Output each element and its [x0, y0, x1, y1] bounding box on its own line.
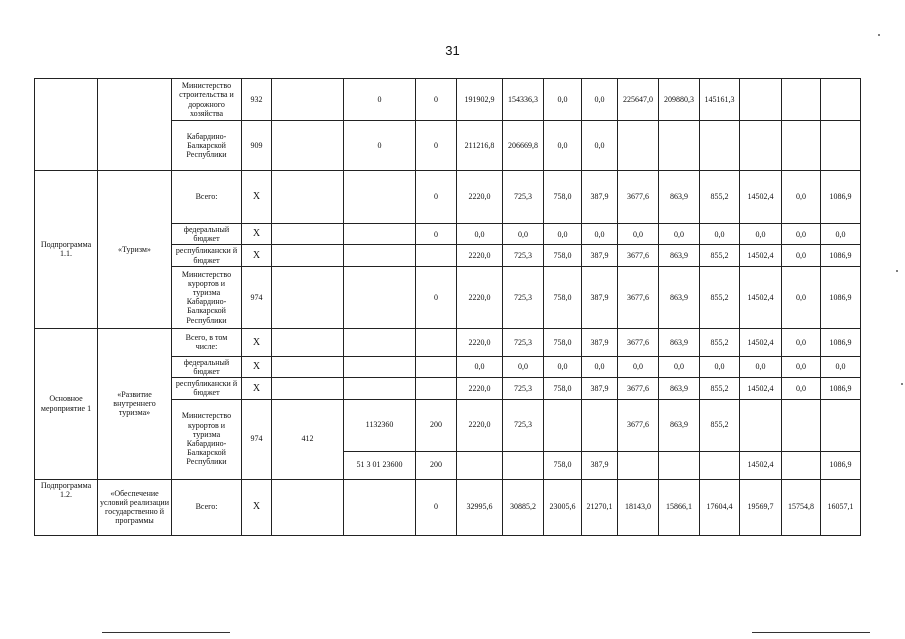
empty-cell	[416, 245, 457, 266]
group-cell	[35, 79, 98, 171]
empty-cell	[344, 479, 416, 535]
value-cell: 17604,4	[700, 479, 740, 535]
value-cell: 3677,6	[618, 399, 659, 451]
empty-cell	[344, 356, 416, 377]
code-cell: 974	[242, 399, 272, 479]
value-cell: 0,0	[544, 121, 582, 171]
value-cell: 758,0	[544, 245, 582, 266]
value-cell: 855,2	[700, 378, 740, 399]
value-cell: 0,0	[457, 224, 503, 245]
value-cell: 0,0	[618, 224, 659, 245]
value-cell: 3677,6	[618, 378, 659, 399]
value-cell	[700, 121, 740, 171]
value-cell: 387,9	[582, 245, 618, 266]
value-cell: 154336,3	[503, 79, 544, 121]
budget-table	[34, 78, 861, 536]
value-cell: 209880,3	[659, 79, 700, 121]
value-cell: 0,0	[782, 224, 821, 245]
code-cell: X	[242, 378, 272, 399]
value-cell: 0,0	[821, 224, 861, 245]
empty-cell	[272, 79, 344, 121]
code-cell: X	[242, 245, 272, 266]
value-cell	[821, 121, 861, 171]
value-cell	[782, 121, 821, 171]
value-cell: 1086,9	[821, 245, 861, 266]
value-cell: 15866,1	[659, 479, 700, 535]
empty-cell	[272, 224, 344, 245]
value-cell: 855,2	[700, 171, 740, 224]
row-label: Кабардино-Балкарской Республики	[172, 121, 242, 171]
empty-cell	[344, 266, 416, 328]
value-cell: 3677,6	[618, 328, 659, 356]
value-cell: 0,0	[503, 356, 544, 377]
scan-speck	[901, 383, 903, 385]
value-cell: 3677,6	[618, 245, 659, 266]
value-cell	[740, 399, 782, 451]
subprogram-title: Подпрограмма 1.2.	[35, 479, 98, 535]
scan-speck	[896, 270, 898, 272]
vr-cell: 0	[416, 224, 457, 245]
value-cell: 1086,9	[821, 266, 861, 328]
empty-cell	[272, 171, 344, 224]
value-cell: 758,0	[544, 266, 582, 328]
value-cell: 0,0	[582, 79, 618, 121]
vr-cell: 0	[416, 266, 457, 328]
row-label: Всего:	[172, 171, 242, 224]
row-label: Министерство курортов и туризма Кабардино-Балкарской Республики	[172, 399, 242, 479]
value-cell: 725,3	[503, 328, 544, 356]
value-cell	[782, 399, 821, 451]
value-cell: 145161,3	[700, 79, 740, 121]
group-name-cell	[98, 79, 172, 171]
value-cell	[544, 399, 582, 451]
value-cell: 863,9	[659, 266, 700, 328]
value-cell: 0,0	[782, 266, 821, 328]
row-label: республикански й бюджет	[172, 245, 242, 266]
value-cell: 0,0	[582, 121, 618, 171]
value-cell: 0,0	[618, 356, 659, 377]
value-cell: 387,9	[582, 266, 618, 328]
value-cell: 0,0	[782, 245, 821, 266]
section-cell: 412	[272, 399, 344, 479]
value-cell: 0,0	[544, 356, 582, 377]
value-cell: 2220,0	[457, 245, 503, 266]
value-cell	[618, 451, 659, 479]
value-cell: 387,9	[582, 328, 618, 356]
value-cell: 0,0	[782, 328, 821, 356]
value-cell: 855,2	[700, 266, 740, 328]
value-cell: 2220,0	[457, 266, 503, 328]
empty-cell	[272, 121, 344, 171]
value-cell: 0,0	[700, 224, 740, 245]
value-cell: 1086,9	[821, 171, 861, 224]
value-cell: 2220,0	[457, 171, 503, 224]
value-cell: 21270,1	[582, 479, 618, 535]
value-cell: 211216,8	[457, 121, 503, 171]
csr-cell: 0	[344, 79, 416, 121]
empty-cell	[344, 171, 416, 224]
subprogram-name: «Туризм»	[98, 171, 172, 329]
value-cell: 863,9	[659, 245, 700, 266]
row-label: Всего:	[172, 479, 242, 535]
value-cell: 14502,4	[740, 245, 782, 266]
value-cell: 0,0	[582, 356, 618, 377]
value-cell: 0,0	[782, 378, 821, 399]
value-cell: 14502,4	[740, 171, 782, 224]
table-row	[35, 479, 861, 535]
value-cell: 14502,4	[740, 451, 782, 479]
value-cell: 387,9	[582, 378, 618, 399]
empty-cell	[344, 378, 416, 399]
value-cell: 0,0	[782, 171, 821, 224]
value-cell: 758,0	[544, 378, 582, 399]
value-cell: 32995,6	[457, 479, 503, 535]
csr-cell: 51 3 01 23600	[344, 451, 416, 479]
code-cell: X	[242, 328, 272, 356]
value-cell: 0,0	[740, 224, 782, 245]
value-cell: 387,9	[582, 451, 618, 479]
value-cell: 855,2	[700, 399, 740, 451]
value-cell: 16057,1	[821, 479, 861, 535]
value-cell: 725,3	[503, 171, 544, 224]
value-cell: 191902,9	[457, 79, 503, 121]
activity-title: Основное мероприятие 1	[35, 328, 98, 479]
code-cell: X	[242, 224, 272, 245]
table-row	[35, 328, 861, 356]
value-cell	[821, 79, 861, 121]
table-row	[35, 171, 861, 224]
value-cell	[659, 451, 700, 479]
value-cell: 0,0	[544, 224, 582, 245]
empty-cell	[272, 479, 344, 535]
value-cell: 2220,0	[457, 378, 503, 399]
csr-cell: 0	[344, 121, 416, 171]
vr-cell: 0	[416, 479, 457, 535]
value-cell: 725,3	[503, 266, 544, 328]
value-cell	[618, 121, 659, 171]
value-cell: 14502,4	[740, 378, 782, 399]
code-cell: X	[242, 356, 272, 377]
vr-cell: 200	[416, 399, 457, 451]
value-cell: 0,0	[582, 224, 618, 245]
value-cell	[700, 451, 740, 479]
csr-cell: 1132360	[344, 399, 416, 451]
value-cell: 855,2	[700, 245, 740, 266]
table-row	[35, 79, 861, 121]
value-cell: 0,0	[821, 356, 861, 377]
value-cell: 863,9	[659, 399, 700, 451]
code-cell: 909	[242, 121, 272, 171]
value-cell: 0,0	[457, 356, 503, 377]
footer-rule-right	[752, 632, 870, 633]
value-cell: 0,0	[700, 356, 740, 377]
value-cell: 0,0	[659, 356, 700, 377]
value-cell	[782, 451, 821, 479]
value-cell: 206669,8	[503, 121, 544, 171]
empty-cell	[272, 356, 344, 377]
empty-cell	[416, 378, 457, 399]
value-cell: 0,0	[659, 224, 700, 245]
value-cell: 1086,9	[821, 328, 861, 356]
value-cell: 225647,0	[618, 79, 659, 121]
vr-cell: 0	[416, 171, 457, 224]
empty-cell	[416, 328, 457, 356]
subprogram-title: Подпрограмма 1.1.	[35, 171, 98, 329]
vr-cell: 200	[416, 451, 457, 479]
value-cell: 863,9	[659, 378, 700, 399]
scan-speck	[878, 34, 880, 36]
value-cell: 23005,6	[544, 479, 582, 535]
value-cell: 387,9	[582, 171, 618, 224]
value-cell: 19569,7	[740, 479, 782, 535]
value-cell: 863,9	[659, 328, 700, 356]
value-cell	[821, 399, 861, 451]
value-cell: 3677,6	[618, 266, 659, 328]
row-label: Министерство строительства и дорожного хозяйства	[172, 79, 242, 121]
value-cell: 725,3	[503, 245, 544, 266]
empty-cell	[344, 245, 416, 266]
empty-cell	[272, 378, 344, 399]
value-cell: 758,0	[544, 171, 582, 224]
vr-cell: 0	[416, 121, 457, 171]
code-cell: 974	[242, 266, 272, 328]
value-cell: 725,3	[503, 378, 544, 399]
value-cell	[503, 451, 544, 479]
row-label: федеральный бюджет	[172, 356, 242, 377]
value-cell: 2220,0	[457, 399, 503, 451]
value-cell: 0,0	[740, 356, 782, 377]
code-cell: 932	[242, 79, 272, 121]
value-cell: 0,0	[503, 224, 544, 245]
empty-cell	[344, 224, 416, 245]
value-cell	[582, 399, 618, 451]
value-cell: 758,0	[544, 328, 582, 356]
value-cell: 30885,2	[503, 479, 544, 535]
value-cell: 758,0	[544, 451, 582, 479]
value-cell: 3677,6	[618, 171, 659, 224]
row-label: федеральный бюджет	[172, 224, 242, 245]
subprogram-name: «Обеспечение условий реализации государственно й программы	[98, 479, 172, 535]
value-cell	[782, 79, 821, 121]
value-cell: 14502,4	[740, 328, 782, 356]
value-cell	[740, 121, 782, 171]
value-cell	[457, 451, 503, 479]
code-cell: X	[242, 479, 272, 535]
value-cell: 14502,4	[740, 266, 782, 328]
vr-cell: 0	[416, 79, 457, 121]
value-cell	[740, 79, 782, 121]
row-label: Министерство курортов и туризма Кабардино-Балкарской Республики	[172, 266, 242, 328]
value-cell: 1086,9	[821, 451, 861, 479]
value-cell	[659, 121, 700, 171]
page-number: 31	[445, 43, 460, 58]
row-label: Всего, в том числе:	[172, 328, 242, 356]
empty-cell	[344, 328, 416, 356]
empty-cell	[272, 328, 344, 356]
empty-cell	[416, 356, 457, 377]
activity-name: «Развитие внутреннего туризма»	[98, 328, 172, 479]
value-cell: 855,2	[700, 328, 740, 356]
value-cell: 725,3	[503, 399, 544, 451]
value-cell: 15754,8	[782, 479, 821, 535]
empty-cell	[272, 245, 344, 266]
value-cell: 0,0	[782, 356, 821, 377]
value-cell: 0,0	[544, 79, 582, 121]
row-label: республикански й бюджет	[172, 378, 242, 399]
footer-rule-left	[102, 632, 230, 633]
value-cell: 2220,0	[457, 328, 503, 356]
value-cell: 1086,9	[821, 378, 861, 399]
value-cell: 18143,0	[618, 479, 659, 535]
value-cell: 863,9	[659, 171, 700, 224]
code-cell: X	[242, 171, 272, 224]
empty-cell	[272, 266, 344, 328]
